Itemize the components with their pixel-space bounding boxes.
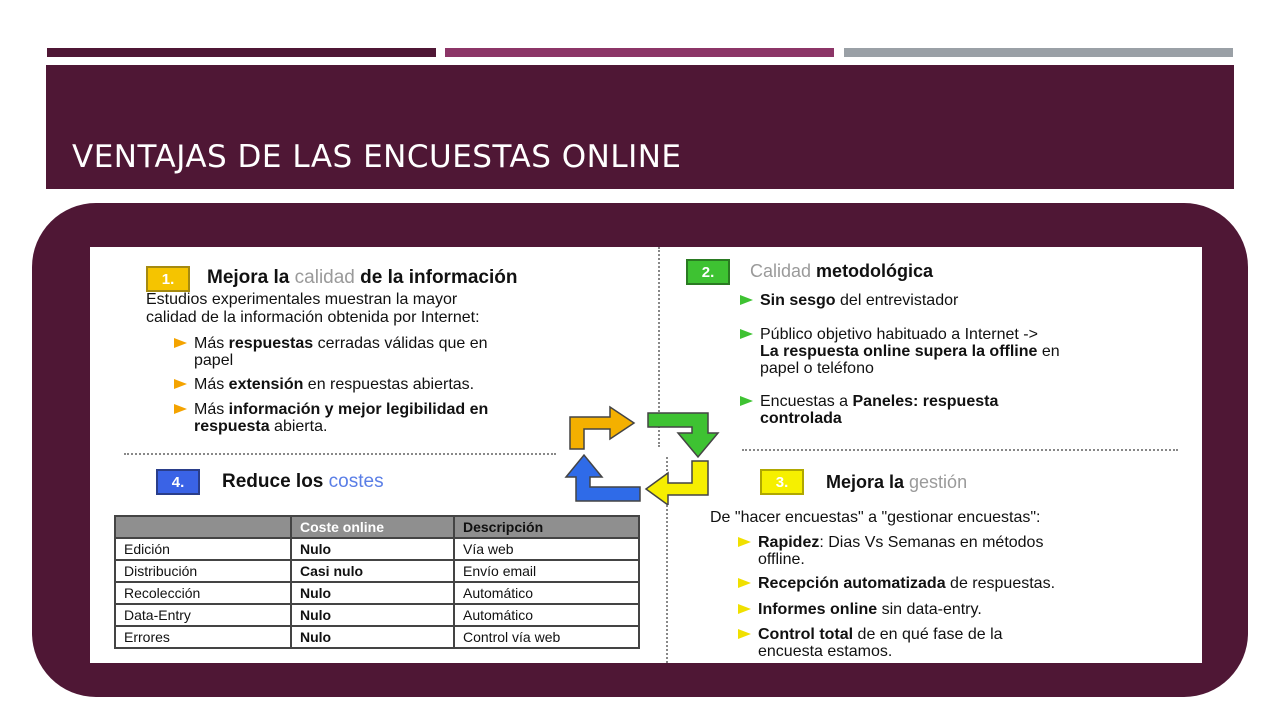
divider-horizontal-left — [124, 453, 556, 455]
section-3-number: 3. — [760, 469, 804, 495]
section-3-bullet-2: Recepción automatizada de respuestas. — [758, 575, 1198, 592]
table-header-row — [115, 516, 639, 538]
table-cell: Automático — [454, 604, 639, 626]
section-2-number: 2. — [686, 259, 730, 285]
section-4-title: Reduce los costes — [222, 471, 384, 492]
section-2-bullet-2: Público objetivo habituado a Internet -> La respuesta online supera la offline en papel o teléfono — [760, 326, 1200, 377]
table-cell: Errores — [115, 626, 291, 648]
table-cell: Data-Entry — [115, 604, 291, 626]
table-cell: Recolección — [115, 582, 291, 604]
decorative-bar-dark — [47, 48, 436, 57]
bullet-arrow-icon — [738, 629, 751, 639]
cycle-arrow-orange-icon — [570, 407, 634, 449]
table-cell: Nulo — [291, 582, 454, 604]
section-2-bullet-1: Sin sesgo del entrevistador — [760, 292, 1200, 309]
section-3-intro: De "hacer encuestas" a "gestionar encuestas": — [710, 509, 1041, 526]
table-cell: Nulo — [291, 538, 454, 560]
bullet-arrow-icon — [174, 404, 187, 414]
section-3-bullet-4: Control total de en qué fase de la encuesta estamos. — [758, 626, 1198, 660]
bullet-arrow-icon — [174, 338, 187, 348]
section-1-number: 1. — [146, 266, 190, 292]
divider-horizontal-right — [742, 449, 1178, 451]
section-1-intro: Estudios experimentales muestran la mayor calidad de la información obtenida por Internet: — [146, 291, 480, 326]
title-band — [46, 65, 1234, 189]
cycle-arrows — [564, 405, 724, 505]
slide-title: VENTAJAS DE LAS ENCUESTAS ONLINE — [72, 139, 682, 175]
cycle-arrow-green-icon — [648, 413, 718, 457]
table-cell: Automático — [454, 582, 639, 604]
section-1-bullet-2: Más extensión en respuestas abiertas. — [194, 376, 634, 393]
section-3-bullet-1: Rapidez: Dias Vs Semanas en métodos offline. — [758, 534, 1198, 568]
table-cell: Edición — [115, 538, 291, 560]
cycle-arrow-blue-icon — [566, 455, 640, 501]
section-2-bullet-3: Encuestas a Paneles: respuesta controlada — [760, 393, 1200, 427]
bullet-arrow-icon — [740, 329, 753, 339]
table-header — [115, 516, 291, 538]
cycle-arrow-yellow-icon — [646, 461, 708, 505]
table-row — [115, 604, 639, 626]
table-header: Descripción — [454, 516, 639, 538]
table-cell: Vía web — [454, 538, 639, 560]
section-3-bullet-3: Informes online sin data-entry. — [758, 601, 1198, 618]
table-cell: Control vía web — [454, 626, 639, 648]
table-row — [115, 538, 639, 560]
bullet-arrow-icon — [738, 578, 751, 588]
table-cell: Casi nulo — [291, 560, 454, 582]
table-cell: Envío email — [454, 560, 639, 582]
infographic — [90, 247, 1202, 663]
section-3-title: Mejora la gestión — [826, 472, 968, 492]
bullet-arrow-icon — [740, 396, 753, 406]
bullet-arrow-icon — [740, 295, 753, 305]
decorative-bar-gray — [844, 48, 1233, 57]
table-cell: Nulo — [291, 604, 454, 626]
costs-table — [114, 515, 640, 649]
table-header: Coste online — [291, 516, 454, 538]
table-row — [115, 560, 639, 582]
bullet-arrow-icon — [174, 379, 187, 389]
section-1-bullet-3: Más información y mejor legibilidad en respuesta abierta. — [194, 401, 634, 435]
section-2-title: Calidad metodológica — [750, 261, 934, 281]
table-row — [115, 582, 639, 604]
decorative-bar-magenta — [445, 48, 834, 57]
section-1-bullet-1: Más respuestas cerradas válidas que en papel — [194, 335, 634, 369]
table-cell: Distribución — [115, 560, 291, 582]
bullet-arrow-icon — [738, 537, 751, 547]
table-cell: Nulo — [291, 626, 454, 648]
bullet-arrow-icon — [738, 604, 751, 614]
section-1-title: Mejora la calidad de la información — [207, 267, 518, 288]
section-4-number: 4. — [156, 469, 200, 495]
table-row — [115, 626, 639, 648]
